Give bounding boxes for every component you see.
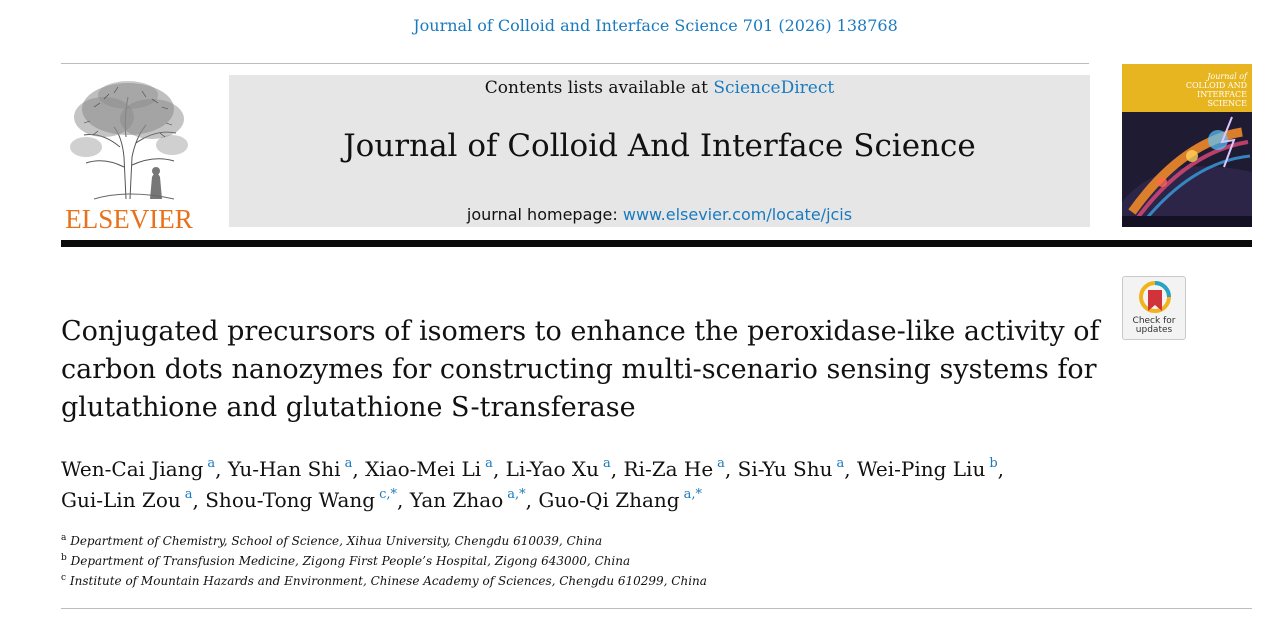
affiliation-list: [61, 531, 1161, 591]
check-for-updates-label: [1123, 317, 1185, 335]
author-affiliation-marker[interactable]: a: [603, 456, 611, 471]
author-name[interactable]: Yu-Han Shi: [227, 457, 341, 481]
author-name[interactable]: Guo-Qi Zhang: [538, 488, 680, 512]
publisher-name: ELSEVIER: [65, 204, 193, 234]
contents-line: [229, 78, 1090, 98]
section-divider: [61, 608, 1252, 609]
author-name[interactable]: Si-Yu Shu: [737, 457, 833, 481]
journal-citation[interactable]: Journal of Colloid and Interface Science 701 (2026) 138768: [413, 16, 898, 35]
author-name[interactable]: Wen-Cai Jiang: [61, 457, 204, 481]
header-divider: [61, 240, 1252, 247]
author-affiliation-marker[interactable]: c,*: [379, 487, 397, 502]
author-affiliation-marker[interactable]: a: [485, 456, 493, 471]
homepage-line: [229, 205, 1090, 224]
cover-title-line: INTERFACE: [1197, 90, 1247, 99]
author-affiliation-marker[interactable]: a: [184, 487, 193, 502]
cover-title-line: Journal of: [1207, 72, 1247, 81]
author-name[interactable]: Li-Yao Xu: [505, 457, 599, 481]
affiliation-text: Department of Transfusion Medicine, Zigong First People’s Hospital, Zigong 643000, China: [70, 554, 631, 568]
check-for-updates-button[interactable]: [1122, 276, 1186, 340]
affiliation-key: c: [61, 573, 67, 583]
affiliation-key: a: [61, 533, 67, 543]
top-divider: [61, 63, 1089, 64]
journal-cover[interactable]: [1122, 64, 1252, 227]
author-affiliation-marker[interactable]: a: [717, 456, 725, 471]
contents-prefix: Contents lists available at: [484, 78, 714, 98]
author-affiliation-marker[interactable]: b: [989, 456, 998, 471]
cover-title-line: COLLOID AND: [1185, 81, 1247, 90]
elsevier-tree-logo-icon: [64, 77, 194, 202]
journal-homepage-link[interactable]: www.elsevier.com/locate/jcis: [622, 205, 853, 224]
affiliation-text: Institute of Mountain Hazards and Environment, Chinese Academy of Sciences, Chengdu 610299, China: [69, 574, 707, 588]
author-name[interactable]: Yan Zhao: [409, 488, 504, 512]
author-name[interactable]: Wei-Ping Liu: [856, 457, 986, 481]
crossmark-line: Check for: [1132, 316, 1176, 326]
author-name[interactable]: Shou-Tong Wang: [205, 488, 376, 512]
author-affiliation-marker[interactable]: a: [344, 456, 353, 471]
affiliation-item: [61, 531, 1161, 551]
cover-title: [1157, 72, 1247, 108]
journal-header: [229, 75, 1090, 227]
author-affiliation-marker[interactable]: a,*: [683, 487, 702, 502]
crossmark-line: updates: [1135, 325, 1173, 335]
sciencedirect-link[interactable]: ScienceDirect: [713, 78, 835, 98]
cover-artwork-icon: [1122, 112, 1252, 227]
homepage-prefix: journal homepage:: [466, 205, 623, 224]
affiliation-item: [61, 551, 1161, 571]
publisher-logo[interactable]: [60, 77, 198, 234]
author-affiliation-marker[interactable]: a: [207, 456, 216, 471]
cover-title-line: SCIENCE: [1207, 99, 1247, 108]
author-list: Wen-Cai Jiang $^a$, Yu-Han Shi $^a$, Xiao-Mei Li $^a$, Li-Yao Xu $^a$, Ri-Za He $^a$, Si-Yu Shu $^a$, Wei-Ping Liu $^b$, Gui-Lin Zou $^a$, Shou-Tong Wang $^{c,*}$, Yan Zhao $^{a,*}$, Guo-Qi Zhang $^{a,*}$: [61, 456, 1005, 512]
check-for-updates-icon: [1139, 281, 1171, 315]
author-affiliation-marker[interactable]: a: [836, 456, 845, 471]
affiliation-text: Department of Chemistry, School of Science, Xihua University, Chengdu 610039, China: [70, 534, 603, 548]
article-title: Conjugated precursors of isomers to enhance the peroxidase-like activity of carbon dots nanozymes for constructing multi-scenario sensing systems for glutathione and glutathione S-transferase: [61, 316, 1100, 423]
journal-title[interactable]: Journal of Colloid And Interface Science: [343, 128, 976, 164]
affiliation-item: [61, 571, 1161, 591]
affiliation-key: b: [61, 553, 67, 563]
author-name[interactable]: Xiao-Mei Li: [365, 457, 482, 481]
author-affiliation-marker[interactable]: a,*: [507, 487, 526, 502]
author-name[interactable]: Ri-Za He: [623, 457, 714, 481]
author-name[interactable]: Gui-Lin Zou: [61, 488, 181, 512]
